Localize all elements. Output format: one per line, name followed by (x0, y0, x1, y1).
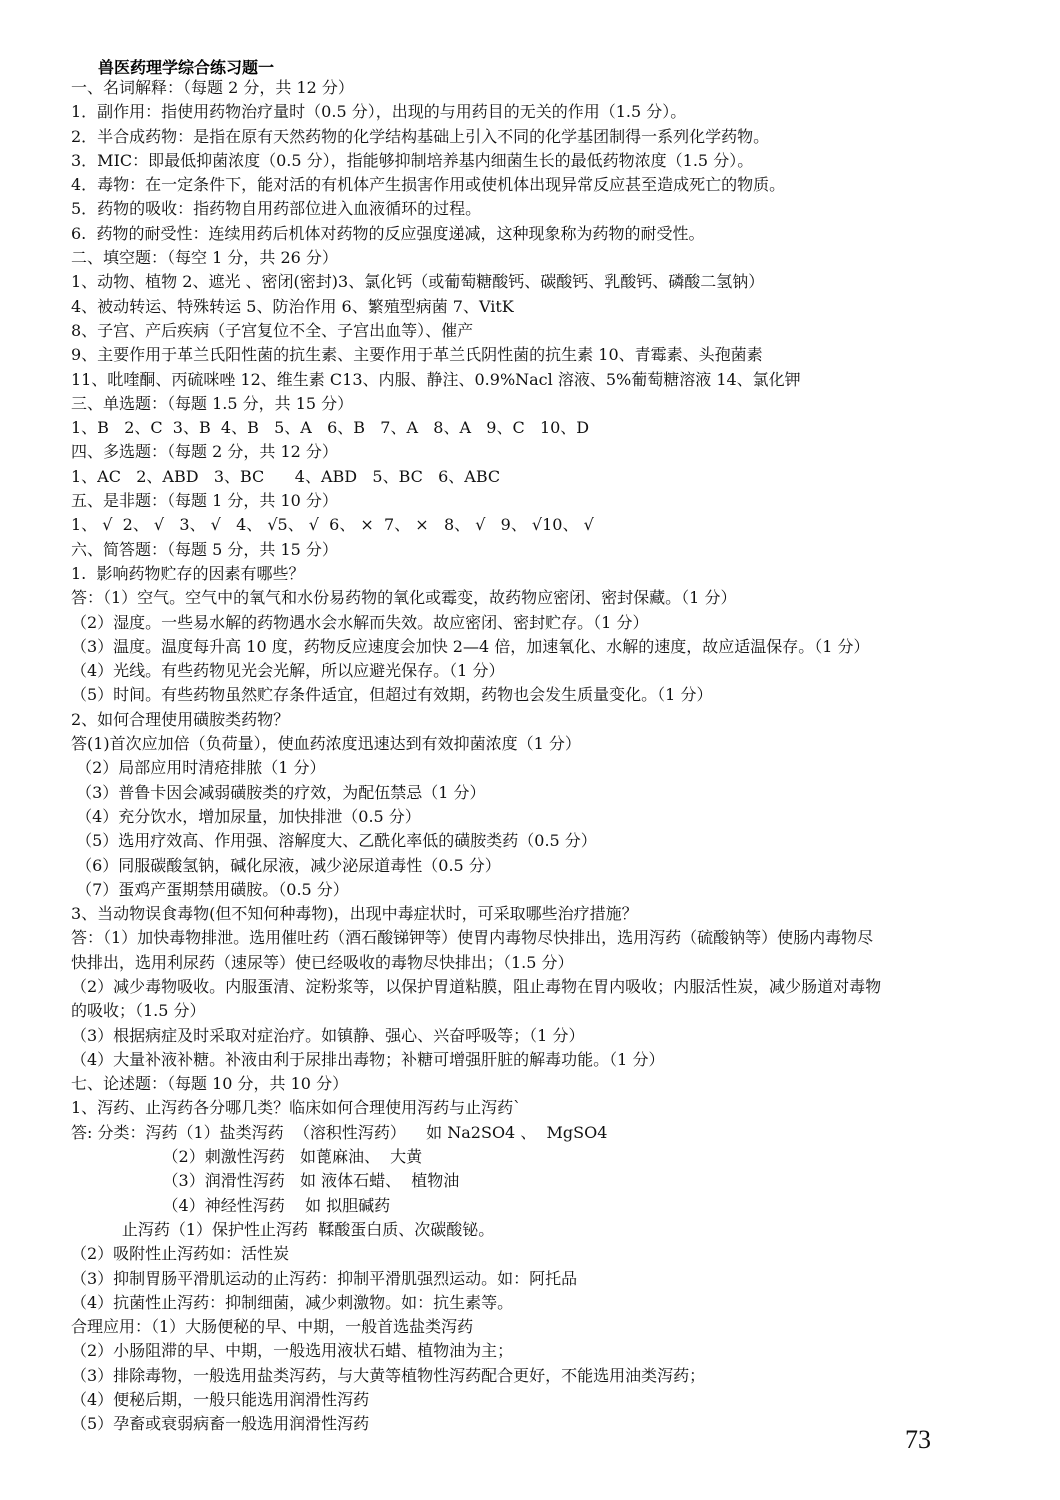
text-line: 1. 影响药物贮存的因素有哪些？ (71, 563, 305, 583)
text-line: 1、泻药、止泻药各分哪几类？临床如何合理使用泻药与止泻药` (71, 1098, 522, 1118)
text-line: （5）选用疗效高、作用强、溶解度大、乙酰化率低的磺胺类药（0.5 分） (71, 831, 597, 851)
text-line: 8、子宫、产后疾病（子宫复位不全、子宫出血等）、催产 (71, 320, 474, 340)
text-line: 快排出，选用利尿药（速尿等）使已经吸收的毒物尽快排出；（1.5 分） (71, 952, 574, 972)
text-line: 答: 分类：泻药（1）盐类泻药 （溶积性泻药） 如 Na2SO4 、 MgSO4 (71, 1122, 608, 1142)
text-line: （4）光线。有些药物见光会光解，所以应避光保存。（1 分） (71, 661, 505, 681)
text-line: 六、简答题：（每题 5 分，共 15 分） (71, 539, 338, 559)
text-line: 2．半合成药物：是指在原有天然药物的化学结构基础上引入不同的化学基团制得一系列化学药物。 (71, 126, 770, 146)
text-line: （2）刺激性泻药 如蓖麻油、 大黄 (71, 1147, 423, 1167)
text-line: 4、被动转运、特殊转运 5、防治作用 6、繁殖型病菌 7、VitK (71, 296, 514, 316)
text-line: 4．毒物：在一定条件下，能对活的有机体产生损害作用或使机体出现异常反应甚至造成死亡的物质。 (71, 175, 786, 195)
text-line: 1、 √ 2、 √ 3、 √ 4、 √5、 √ 6、 × 7、 × 8、 √ 9、 √10、 √ (71, 515, 594, 535)
text-line: （2）湿度。一些易水解的药物遇水会水解而失效。故应密闭、密封贮存。（1 分） (71, 612, 649, 632)
text-line: （7）蛋鸡产蛋期禁用磺胺。（0.5 分） (71, 879, 349, 899)
page-title: 兽医药理学综合练习题一 (98, 58, 275, 77)
text-line: 答(1)首次应加倍（负荷量），使血药浓度迅速达到有效抑菌浓度（1 分） (71, 734, 581, 754)
page-number: 73 (905, 1425, 931, 1454)
text-line: 3．MIC：即最低抑菌浓度（0.5 分），指能够抑制培养基内细菌生长的最低药物浓度（1.5 分）。 (71, 150, 754, 170)
text-line: 2、如何合理使用磺胺类药物？ (71, 709, 290, 729)
text-line: 9、主要作用于革兰氏阳性菌的抗生素、主要作用于革兰氏阴性菌的抗生素 10、青霉素、头孢菌素 (71, 345, 763, 365)
text-line: （5）孕畜或衰弱病畜一般选用润滑性泻药 (71, 1414, 370, 1434)
text-line: （5）时间。有些药物虽然贮存条件适宜，但超过有效期，药物也会发生质量变化。（1 分） (71, 685, 713, 705)
text-line: 1、B 2、C 3、B 4、B 5、A 6、B 7、A 8、A 9、C 10、D (71, 418, 590, 438)
text-line: （4）便秘后期，一般只能选用润滑性泻药 (71, 1390, 370, 1410)
text-line: 答：（1）空气。空气中的氧气和水份易药物的氧化或霉变，故药物应密闭、密封保藏。（1 分） (71, 588, 737, 608)
text-line: 6. 药物的耐受性：连续用药后机体对药物的反应强度递减，这种现象称为药物的耐受性。 (71, 223, 705, 243)
text-line: （3）抑制胃肠平滑肌运动的止泻药：抑制平滑肌强烈运动。如：阿托品 (71, 1268, 578, 1288)
text-line: 一、名词解释：（每题 2 分，共 12 分） (71, 78, 354, 97)
text-line: （2）减少毒物吸收。内服蛋清、淀粉浆等，以保护胃道粘膜，阻止毒物在胃内吸收；内服活性炭，减少肠道对毒物 (71, 976, 882, 996)
text-line: 3、当动物误食毒物(但不知何种毒物)，出现中毒症状时，可采取哪些治疗措施？ (71, 904, 638, 924)
text-line: 5．药物的吸收：指药物自用药部位进入血液循环的过程。 (71, 199, 482, 219)
text-line: （2）局部应用时清疮排脓（1 分） (71, 758, 326, 778)
text-line: 1、AC 2、ABD 3、BC 4、ABD 5、BC 6、ABC (71, 466, 501, 486)
text-line: 1、动物、植物 2、遮光 、密闭(密封)3、氯化钙（或葡萄糖酸钙、碳酸钙、乳酸钙、磷酸二氢钠） (71, 272, 765, 292)
text-line: （2）吸附性止泻药如：活性炭 (71, 1244, 290, 1264)
text-line: （3）根据病症及时采取对症治疗。如镇静、强心、兴奋呼吸等；（1 分） (71, 1025, 585, 1045)
text-line: 三、单选题：（每题 1.5 分，共 15 分） (71, 393, 354, 413)
text-line: 七、论述题：（每题 10 分，共 10 分） (71, 1074, 349, 1094)
document-body (71, 76, 1031, 1437)
text-line: 二、填空题：（每空 1 分，共 26 分） (71, 248, 338, 268)
text-line: 止泻药（1）保护性止泻药 鞣酸蛋白质、次碳酸铋。 (71, 1219, 495, 1239)
text-line: （3）普鲁卡因会减弱磺胺类的疗效，为配伍禁忌（1 分） (71, 782, 486, 802)
text-line: （3）温度。温度每升高 10 度，药物反应速度会加快 2—4 倍，加速氧化、水解的速度，故应适温保存。（1 分） (71, 636, 870, 656)
text-line: （4）充分饮水，增加尿量，加快排泄（0.5 分） (71, 806, 421, 826)
text-line: （4）神经性泻药 如 拟胆碱药 (71, 1195, 391, 1215)
text-line: 1．副作用：指使用药物治疗量时（0.5 分），出现的与用药目的无关的作用（1.5 分）。 (71, 102, 687, 122)
text-line: （4）大量补液补糖。补液由利于尿排出毒物；补糖可增强肝脏的解毒功能。（1 分） (71, 1049, 665, 1069)
text-line: 合理应用：（1）大肠便秘的早、中期，一般首选盐类泻药 (71, 1317, 474, 1337)
text-line: 四、多选题：（每题 2 分，共 12 分） (71, 442, 338, 462)
text-line: （6）同服碳酸氢钠，碱化尿液，减少泌尿道毒性（0.5 分） (71, 855, 501, 875)
text-line: （3）排除毒物，一般选用盐类泻药，与大黄等植物性泻药配合更好，不能选用油类泻药； (71, 1365, 706, 1385)
text-line: 的吸收；（1.5 分） (71, 1001, 206, 1021)
text-line: （2）小肠阻滞的早、中期，一般选用液状石蜡、植物油为主； (71, 1341, 514, 1361)
text-line: 五、是非题：（每题 1 分，共 10 分） (71, 491, 338, 511)
text-line: （3）润滑性泻药 如 液体石蜡、 植物油 (71, 1171, 460, 1191)
text-line: （4）抗菌性止泻药：抑制细菌，减少刺激物。如：抗生素等。 (71, 1292, 514, 1312)
text-line: 答：（1）加快毒物排泄。选用催吐药（酒石酸锑钾等）使胃内毒物尽快排出，选用泻药（硫酸钠等）使肠内毒物尽 (71, 928, 874, 948)
text-line: 11、吡喹酮、丙硫咪唑 12、维生素 C13、内服、静注、0.9%Nacl 溶液、5%葡萄糖溶液 14、氯化钾 (71, 369, 801, 389)
